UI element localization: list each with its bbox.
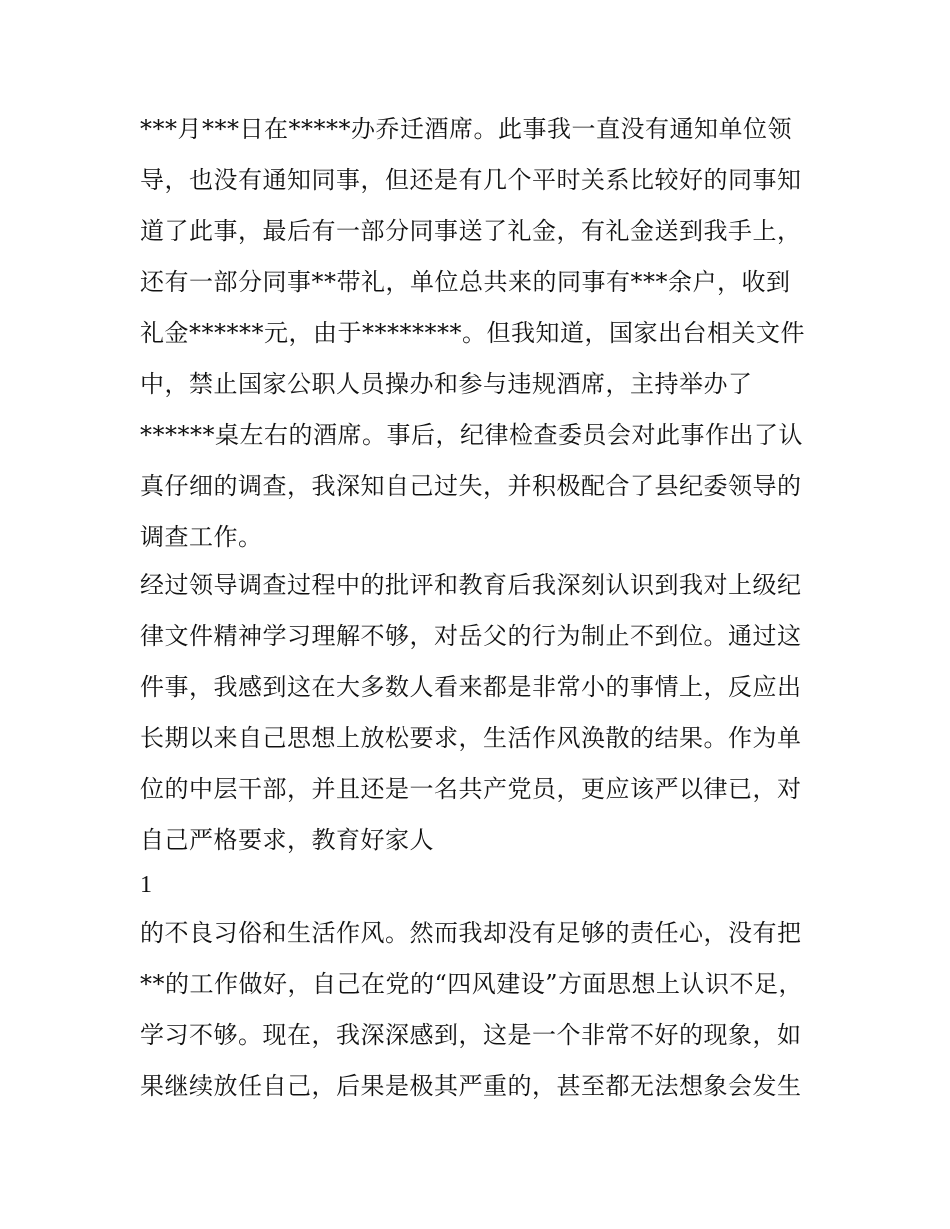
text-line: 自己严格要求，教育好家人: [140, 826, 434, 854]
text-line: 长期以来自己思想上放松要求，生活作风涣散的结果。作为单: [140, 724, 802, 752]
text-line: 位的中层干部，并且还是一名共产党员，更应该严以律已，对: [140, 775, 802, 803]
text-line: 的不良习俗和生活作风。然而我却没有足够的责任心，没有把: [140, 919, 802, 947]
text-line: 还有一部分同事**带礼，单位总共来的同事有***余户，收到: [140, 268, 791, 296]
text-line: 调查工作。: [140, 523, 263, 551]
text-line: 导，也没有通知同事，但还是有几个平时关系比较好的同事知: [140, 166, 802, 194]
text-line: 学习不够。现在，我深深感到，这是一个非常不好的现象，如: [140, 1021, 802, 1049]
text-line: ***月***日在*****办乔迁酒席。此事我一直没有通知单位领: [140, 115, 792, 143]
text-line: 道了此事，最后有一部分同事送了礼金，有礼金送到我手上，: [140, 217, 802, 245]
text-line: 礼金******元，由于********。但我知道，国家出台相关文件: [140, 319, 805, 347]
text-line: 真仔细的调查，我深知自己过失，并积极配合了县纪委领导的: [140, 472, 802, 500]
text-line: 中，禁止国家公职人员操办和参与违规酒席，主持举办了: [140, 370, 753, 398]
text-line: 件事，我感到这在大多数人看来都是非常小的事情上，反应出: [140, 673, 802, 701]
text-line: 经过领导调查过程中的批评和教育后我深刻认识到我对上级纪: [140, 571, 802, 599]
text-line: ******桌左右的酒席。事后，纪律检查委员会对此事作出了认: [140, 421, 803, 449]
text-line: 果继续放任自己，后果是极其严重的，甚至都无法想象会发生: [140, 1072, 802, 1100]
text-line: 律文件精神学习理解不够，对岳父的行为制止不到位。通过这: [140, 622, 802, 650]
text-line: **的工作做好，自己在党的“四风建设”方面思想上认识不足，: [140, 970, 804, 998]
page-number: 1: [140, 872, 152, 898]
